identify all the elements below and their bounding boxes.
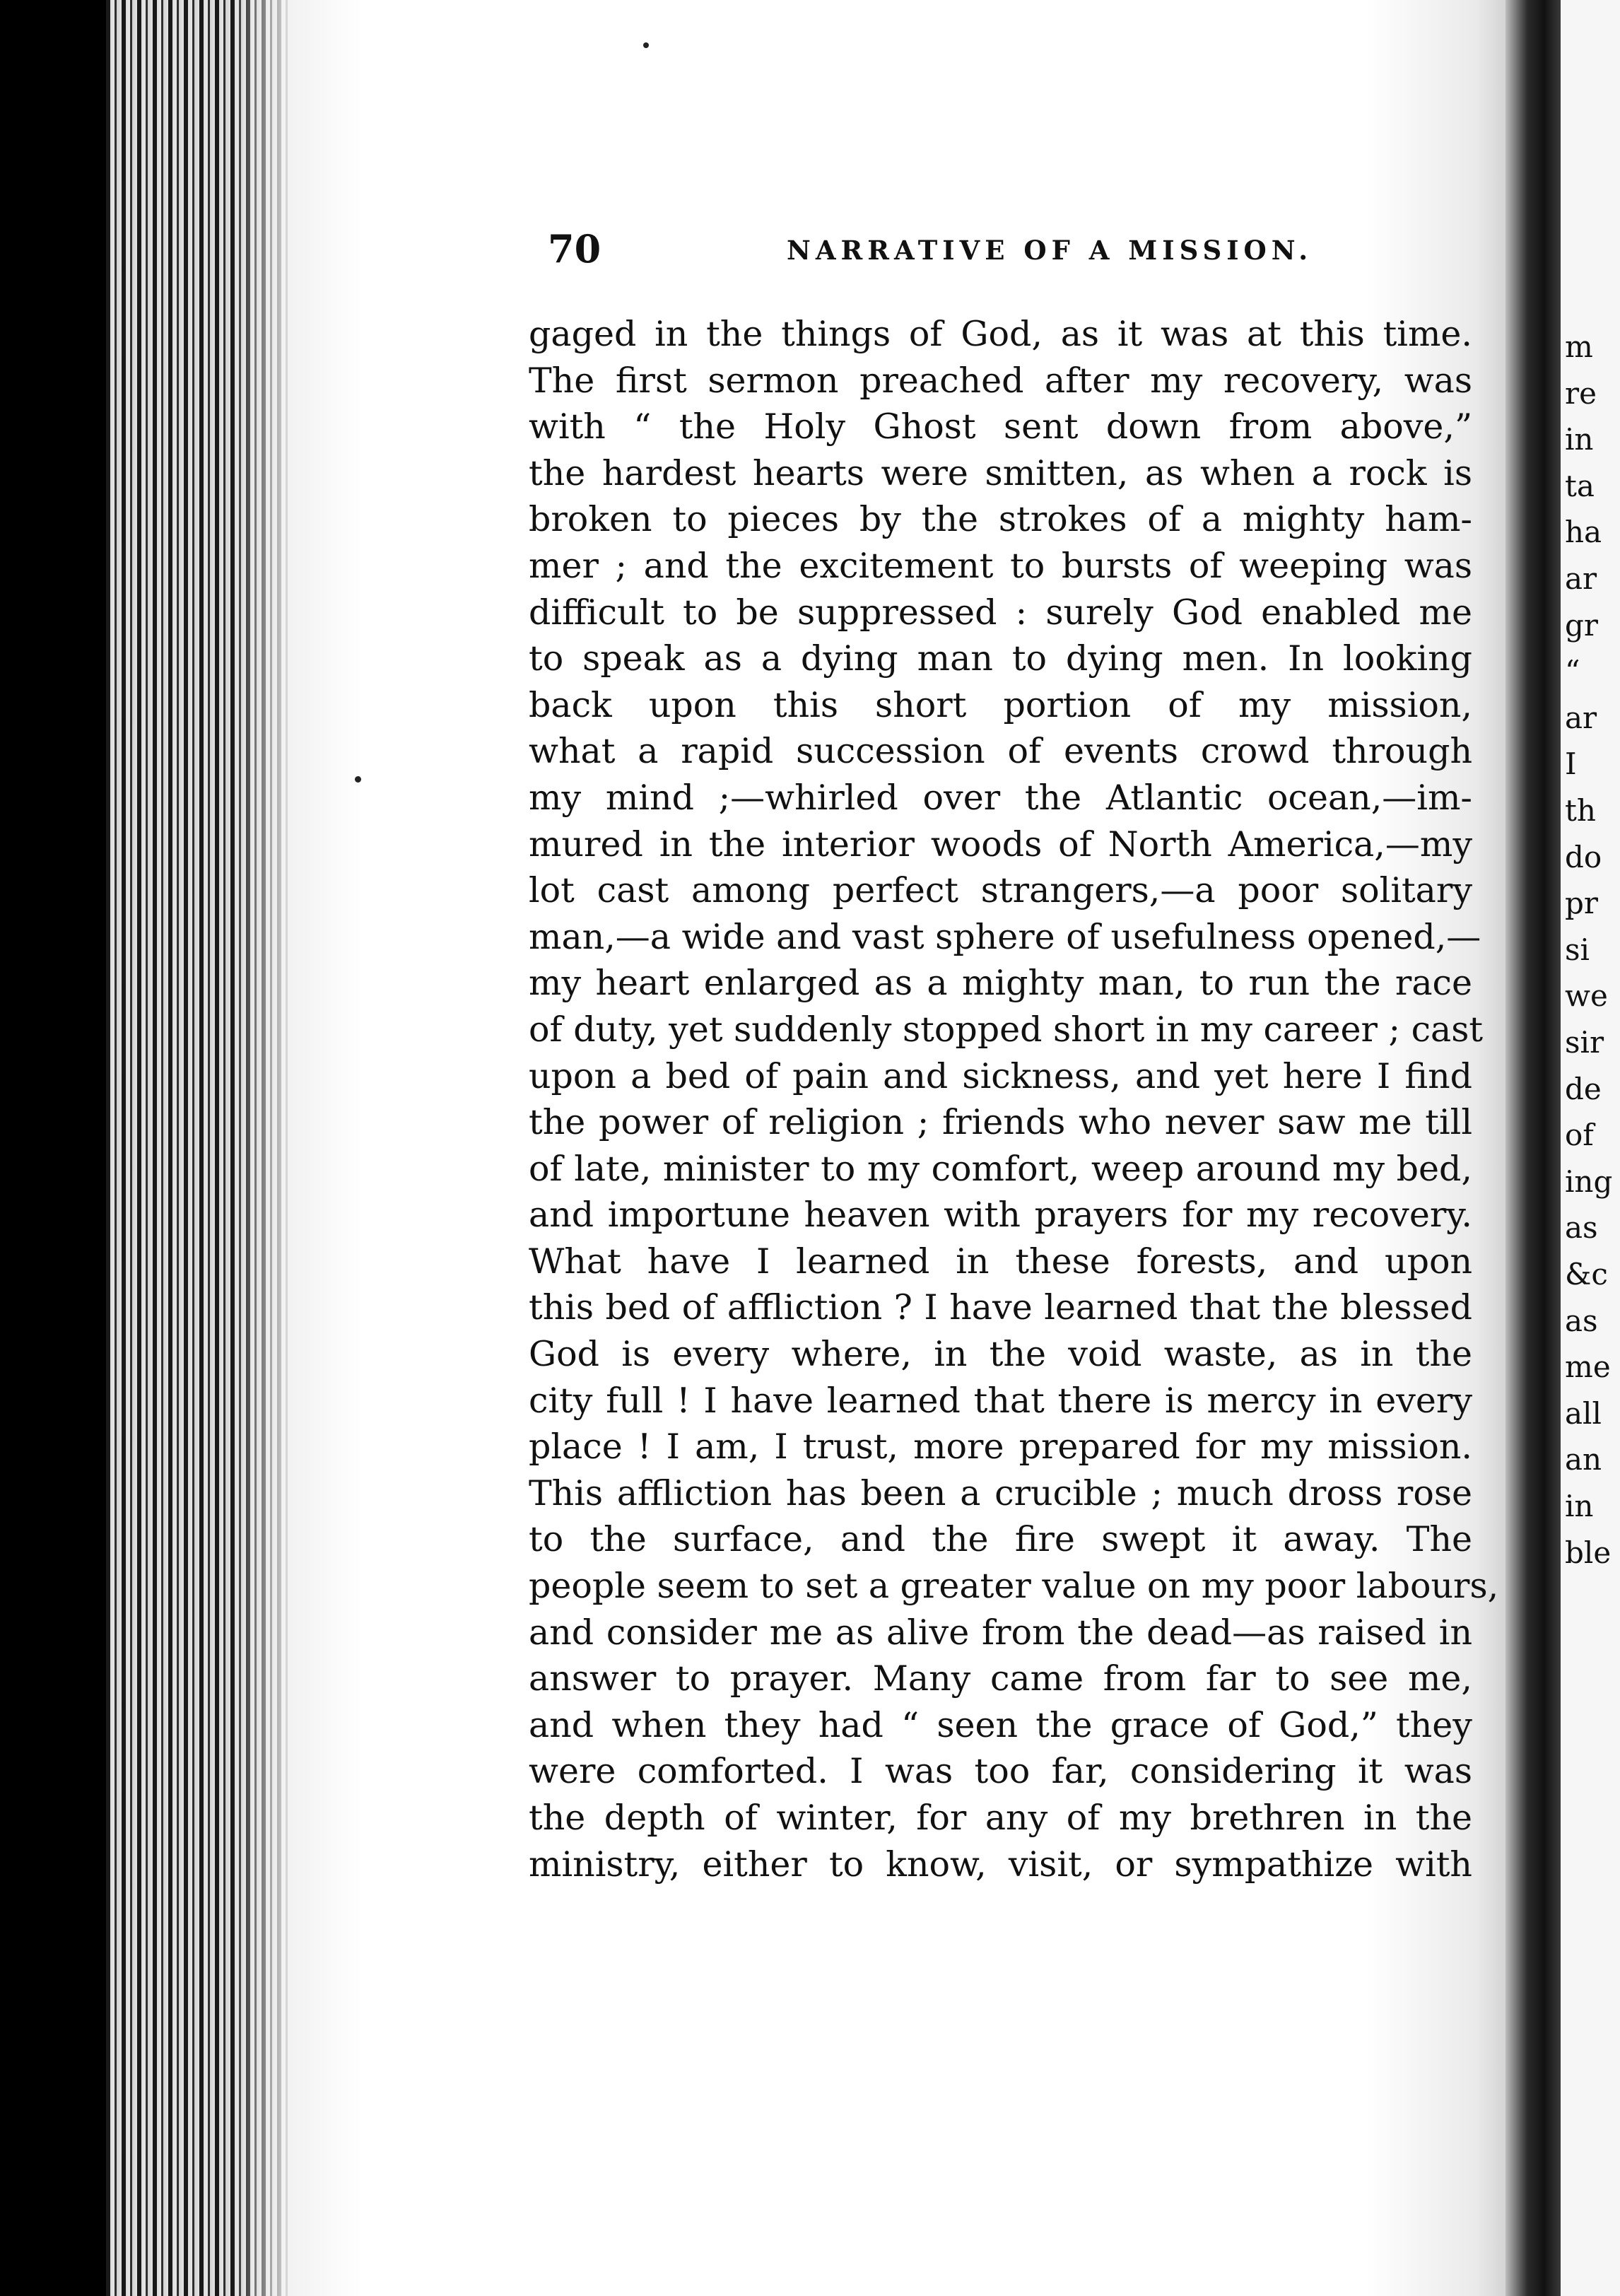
facing-page-fragment: ha <box>1565 515 1602 550</box>
text-line: city full ! I have learned that there is mercy in every <box>529 1380 1472 1421</box>
text-line: God is every where, in the void waste, as in the <box>529 1334 1472 1375</box>
text-line: and when they had “ seen the grace of God,” they <box>529 1704 1472 1745</box>
text-line: What have I learned in these forests, and upon <box>529 1241 1472 1282</box>
facing-page-fragment: si <box>1565 932 1590 967</box>
text-line: to the surface, and the fire swept it away. The <box>529 1519 1472 1560</box>
page-number: 70 <box>548 226 601 271</box>
facing-page-fragment: I <box>1565 746 1577 782</box>
text-line: broken to pieces by the strokes of a mighty ham- <box>529 499 1472 540</box>
facing-page-fragment: sir <box>1565 1025 1604 1060</box>
text-line: mer ; and the excitement to bursts of weeping was <box>529 545 1472 586</box>
facing-page-fragment: ar <box>1565 700 1597 735</box>
facing-page-fragment: ar <box>1565 561 1597 596</box>
running-title: NARRATIVE OF A MISSION. <box>787 235 1313 266</box>
text-line: this bed of affliction ? I have learned that the blessed <box>529 1287 1472 1328</box>
facing-page-fragment: ing <box>1565 1164 1613 1199</box>
text-line: place ! I am, I trust, more prepared for my mission. <box>529 1427 1472 1468</box>
text-line: difficult to be suppressed : surely God enabled me <box>529 592 1472 633</box>
text-line: man,—a wide and vast sphere of usefulness opened,— <box>529 916 1481 957</box>
text-line: back upon this short portion of my mission, <box>529 684 1472 725</box>
text-line: people seem to set a greater value on my poor labours, <box>529 1566 1499 1607</box>
text-line: my mind ;—whirled over the Atlantic ocean,—im- <box>529 777 1472 818</box>
text-line: answer to prayer. Many came from far to see me, <box>529 1658 1472 1699</box>
book-gutter-shadow <box>1505 0 1561 2296</box>
text-line: ministry, either to know, visit, or sympathize with <box>529 1844 1472 1885</box>
facing-page-fragment: as <box>1565 1210 1598 1246</box>
text-line: the hardest hearts were smitten, as when a rock is <box>529 452 1472 493</box>
facing-page-fragment: ta <box>1565 468 1595 503</box>
facing-page-fragment: m <box>1565 329 1593 364</box>
facing-page-fragment: th <box>1565 793 1596 828</box>
text-line: to speak as a dying man to dying men. In looking <box>529 638 1472 679</box>
facing-page-edge <box>1561 0 1620 2296</box>
fore-edge-fade <box>233 0 297 2296</box>
facing-page-fragment: in <box>1565 1489 1594 1523</box>
facing-page-fragment: me <box>1565 1349 1611 1385</box>
text-line: lot cast among perfect strangers,—a poor solitary <box>529 870 1472 911</box>
text-line: of duty, yet suddenly stopped short in my career ; cast <box>529 1009 1484 1050</box>
body-text <box>529 311 1499 1887</box>
text-line: of late, minister to my comfort, weep around my bed, <box>529 1148 1472 1189</box>
facing-page-fragment: in <box>1565 422 1594 457</box>
facing-page-fragment: an <box>1565 1442 1602 1477</box>
facing-page-fragment: of <box>1565 1118 1594 1153</box>
running-head <box>548 226 1467 269</box>
text-line: This affliction has been a crucible ; much dross rose <box>529 1472 1472 1513</box>
facing-page-fragment: re <box>1565 375 1597 411</box>
dust-speck <box>643 42 649 48</box>
text-line: the power of religion ; friends who never saw me till <box>529 1102 1472 1143</box>
dust-speck <box>355 776 361 783</box>
text-line: upon a bed of pain and sickness, and yet here I find <box>529 1055 1472 1096</box>
text-line: and consider me as alive from the dead—as raised in <box>529 1612 1472 1653</box>
facing-page-fragment: “ <box>1565 654 1580 689</box>
facing-page-fragment: &c <box>1565 1257 1608 1292</box>
text-line: what a rapid succession of events crowd through <box>529 731 1472 772</box>
facing-page-fragment: de <box>1565 1071 1602 1106</box>
facing-page-fragment: gr <box>1565 607 1598 643</box>
text-line: the depth of winter, for any of my brethren in the <box>529 1798 1472 1838</box>
text-line: and importune heaven with prayers for my recovery. <box>529 1195 1472 1236</box>
facing-page-fragment: as <box>1565 1303 1598 1338</box>
facing-page-fragment: do <box>1565 839 1602 874</box>
facing-page-fragment: we <box>1565 978 1608 1014</box>
facing-page-fragment: pr <box>1565 886 1598 921</box>
text-line: were comforted. I was too far, considering it was <box>529 1751 1472 1792</box>
text-line: with “ the Holy Ghost sent down from above,” <box>529 406 1472 447</box>
text-line: The first sermon preached after my recovery, was <box>529 360 1472 401</box>
text-line: my heart enlarged as a mighty man, to run the race <box>529 963 1472 1004</box>
text-line: gaged in the things of God, as it was at this time. <box>529 314 1472 354</box>
text-line: mured in the interior woods of North America,—my <box>529 824 1472 865</box>
facing-page-fragment: all <box>1565 1395 1602 1431</box>
facing-page-fragment: ble <box>1565 1535 1612 1570</box>
